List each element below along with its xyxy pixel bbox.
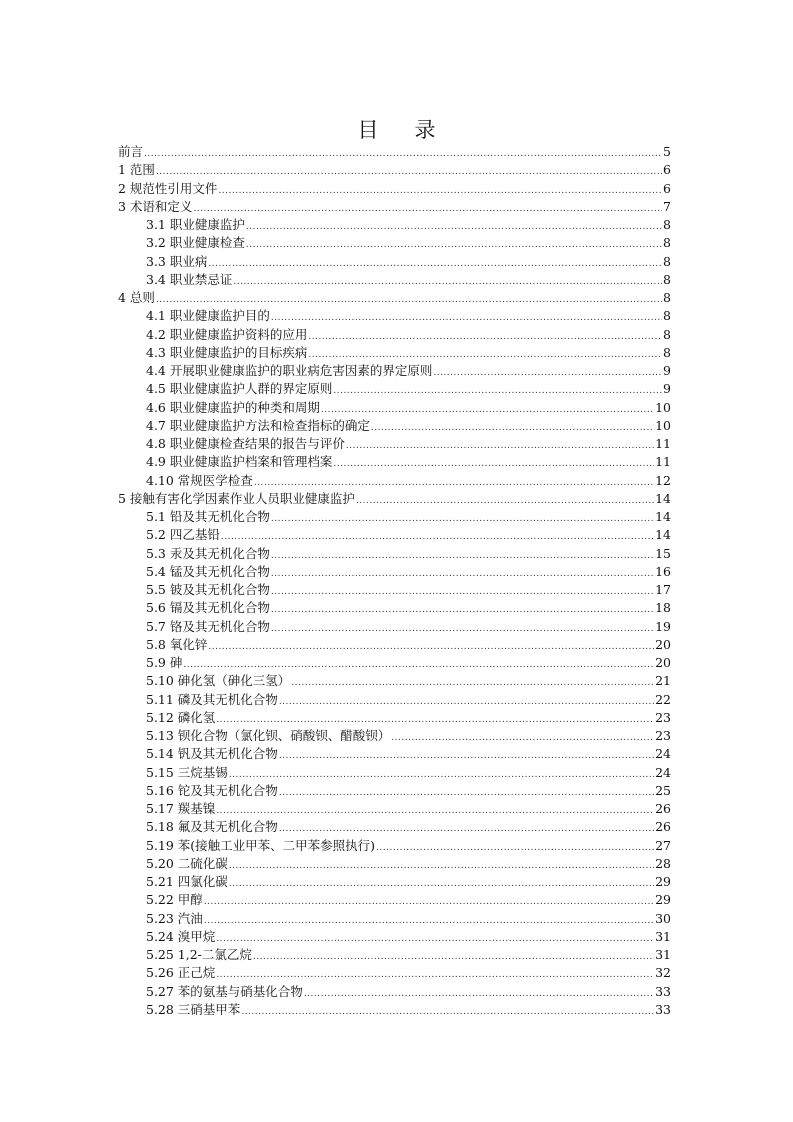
- toc-entry-page-number: 8: [663, 326, 671, 342]
- toc-entry-page-number: 17: [655, 582, 671, 597]
- toc-dot-leader: [271, 309, 662, 327]
- toc-entry-label: 4 总则: [118, 290, 155, 305]
- toc-entry-page-number: 11: [655, 454, 671, 470]
- toc-entry-label: 5.15 三烷基锡: [146, 764, 228, 780]
- toc-entry[interactable]: [118, 654, 671, 672]
- toc-entry-label: 5.20 二硫化碳: [146, 855, 228, 871]
- toc-entry-label: 5.5 铍及其无机化合物: [146, 582, 270, 597]
- toc-entry-label: 4.8 职业健康检查结果的报告与评价: [146, 436, 345, 451]
- toc-entry[interactable]: [118, 946, 671, 964]
- toc-entry[interactable]: [118, 545, 671, 563]
- toc-entry-label: 4.4 开展职业健康监护的职业病危害因素的界定原则: [146, 363, 433, 378]
- toc-entry-label: 4.5 职业健康监护人群的界定原则: [146, 381, 333, 397]
- toc-dot-leader: [271, 620, 654, 638]
- toc-entry-label: 3.4 职业禁忌证: [146, 271, 233, 287]
- toc-dot-leader: [144, 145, 662, 163]
- toc-entry-label: 4.2 职业健康监护资料的应用: [146, 326, 308, 342]
- toc-entry-label: 5.4 锰及其无机化合物: [146, 563, 270, 579]
- toc-entry-label: 3.2 职业健康检查: [146, 235, 245, 251]
- toc-entry-page-number: 30: [655, 910, 671, 926]
- toc-entry-page-number: 26: [655, 819, 671, 835]
- toc-dot-leader: [346, 437, 654, 455]
- toc-list: [118, 143, 671, 1019]
- toc-entry-label: 5.23 汽油: [146, 910, 203, 926]
- toc-dot-leader: [279, 693, 654, 711]
- toc-entry-label: 5.22 甲醇: [146, 892, 203, 908]
- toc-entry-label: 5 接触有害化学因素作业人员职业健康监护: [118, 490, 355, 506]
- toc-entry[interactable]: [118, 764, 671, 782]
- toc-entry-page-number: 8: [663, 344, 671, 360]
- toc-entry-page-number: 23: [655, 709, 671, 725]
- toc-dot-leader: [204, 912, 654, 930]
- toc-entry[interactable]: [118, 453, 671, 471]
- toc-entry-label: 5.27 苯的氨基与硝基化合物: [146, 983, 303, 999]
- toc-entry[interactable]: [118, 928, 671, 946]
- toc-entry-label: 5.7 铬及其无机化合物: [146, 618, 270, 634]
- toc-entry-page-number: 14: [655, 509, 671, 524]
- toc-dot-leader: [156, 163, 662, 181]
- toc-entry[interactable]: [118, 508, 671, 526]
- toc-entry-page-number: 31: [655, 928, 671, 944]
- toc-entry-label: 4.7 职业健康监护方法和检查指标的确定: [146, 417, 370, 433]
- toc-entry-label: 1 范围: [118, 162, 155, 178]
- toc-entry-page-number: 6: [663, 180, 671, 196]
- toc-entry[interactable]: [118, 581, 671, 599]
- toc-dot-leader: [229, 766, 654, 784]
- toc-entry[interactable]: [118, 216, 671, 234]
- toc-entry-page-number: 8: [663, 235, 671, 251]
- toc-entry-label: 5.2 四乙基铅: [146, 527, 220, 543]
- toc-dot-leader: [356, 492, 654, 510]
- toc-entry-page-number: 22: [655, 691, 671, 707]
- toc-entry-label: 5.28 三硝基甲苯: [146, 1001, 241, 1017]
- toc-entry-page-number: 6: [663, 162, 671, 178]
- toc-entry[interactable]: [118, 380, 671, 398]
- toc-entry[interactable]: [118, 636, 671, 654]
- toc-title-char: 目: [357, 118, 379, 142]
- toc-dot-leader: [204, 893, 654, 911]
- toc-entry-page-number: 14: [655, 490, 671, 506]
- toc-entry-label: 5.21 四氯化碳: [146, 874, 228, 889]
- toc-entry-page-number: 27: [655, 837, 671, 853]
- toc-entry-label: 5.10 砷化氢（砷化三氢）: [146, 673, 291, 689]
- toc-entry-page-number: 32: [655, 965, 671, 981]
- toc-dot-leader: [371, 419, 654, 437]
- toc-entry-label: 5.19 苯(接触工业甲苯、二甲苯参照执行): [146, 837, 376, 853]
- toc-dot-leader: [321, 401, 654, 419]
- toc-dot-leader: [233, 273, 662, 291]
- toc-entry-page-number: 5: [663, 144, 671, 159]
- toc-entry-page-number: 25: [655, 782, 671, 798]
- toc-entry-page-number: 15: [655, 545, 671, 561]
- toc-entry[interactable]: [118, 143, 671, 161]
- toc-entry-page-number: 28: [655, 855, 671, 871]
- toc-entry[interactable]: [118, 289, 671, 307]
- toc-dot-leader: [279, 784, 654, 802]
- toc-entry[interactable]: [118, 891, 671, 909]
- toc-entry-page-number: 8: [663, 290, 671, 305]
- toc-dot-leader: [376, 839, 654, 857]
- toc-entry[interactable]: [118, 399, 671, 417]
- toc-entry-label: 4.10 常规医学检查: [146, 472, 253, 488]
- toc-dot-leader: [271, 565, 654, 583]
- toc-entry-page-number: 8: [663, 271, 671, 287]
- toc-entry[interactable]: [118, 983, 671, 1001]
- toc-entry[interactable]: [118, 782, 671, 800]
- toc-entry-page-number: 12: [655, 472, 671, 488]
- toc-dot-leader: [229, 857, 654, 875]
- toc-entry-label: 5.13 钡化合物（氯化钡、硝酸钡、醋酸钡）: [146, 728, 391, 743]
- toc-entry-page-number: 8: [663, 308, 671, 324]
- toc-entry-label: 4.9 职业健康监护档案和管理档案: [146, 454, 333, 470]
- toc-entry[interactable]: [118, 855, 671, 873]
- toc-dot-leader: [193, 200, 662, 218]
- toc-entry-label: 4.3 职业健康监护的目标疾病: [146, 344, 308, 360]
- toc-dot-leader: [246, 218, 662, 236]
- toc-entry[interactable]: [118, 180, 671, 198]
- toc-entry-label: 5.17 羰基镍: [146, 801, 216, 816]
- toc-dot-leader: [253, 948, 654, 966]
- toc-entry[interactable]: [118, 198, 671, 216]
- toc-entry[interactable]: [118, 837, 671, 855]
- toc-dot-leader: [308, 328, 662, 346]
- toc-entry-page-number: 14: [655, 527, 671, 543]
- toc-entry-label: 5.16 铊及其无机化合物: [146, 782, 278, 798]
- toc-entry[interactable]: [118, 745, 671, 763]
- toc-entry[interactable]: [118, 253, 671, 271]
- toc-entry[interactable]: [118, 234, 671, 252]
- toc-dot-leader: [216, 930, 654, 948]
- toc-entry-page-number: 11: [655, 436, 671, 451]
- toc-dot-leader: [218, 182, 662, 200]
- toc-entry-label: 5.26 正己烷: [146, 965, 216, 981]
- toc-entry-label: 3.3 职业病: [146, 253, 208, 269]
- toc-entry[interactable]: [118, 618, 671, 636]
- toc-dot-leader: [208, 255, 662, 273]
- toc-dot-leader: [271, 510, 654, 528]
- toc-entry[interactable]: [118, 563, 671, 581]
- toc-entry-page-number: 21: [655, 673, 671, 689]
- toc-dot-leader: [304, 985, 654, 1003]
- toc-entry[interactable]: [118, 326, 671, 344]
- toc-entry-label: 5.9 砷: [146, 655, 183, 670]
- toc-entry-label: 5.3 汞及其无机化合物: [146, 545, 270, 561]
- toc-entry[interactable]: [118, 344, 671, 362]
- toc-dot-leader: [246, 236, 662, 254]
- toc-entry-page-number: 29: [655, 874, 671, 889]
- toc-entry[interactable]: [118, 709, 671, 727]
- toc-entry-page-number: 19: [655, 618, 671, 634]
- toc-dot-leader: [208, 638, 654, 656]
- toc-entry[interactable]: [118, 435, 671, 453]
- toc-entry-page-number: 10: [655, 399, 671, 415]
- toc-dot-leader: [433, 364, 662, 382]
- toc-entry[interactable]: [118, 490, 671, 508]
- toc-title: [0, 116, 793, 144]
- toc-entry[interactable]: [118, 307, 671, 325]
- toc-dot-leader: [271, 547, 654, 565]
- toc-entry-label: 5.11 磷及其无机化合物: [146, 691, 278, 707]
- toc-entry[interactable]: [118, 691, 671, 709]
- toc-entry-page-number: 8: [663, 217, 671, 232]
- toc-entry[interactable]: [118, 362, 671, 380]
- toc-title-char: 录: [414, 118, 436, 142]
- toc-entry-label: 2 规范性引用文件: [118, 180, 218, 196]
- toc-entry[interactable]: [118, 161, 671, 179]
- toc-entry[interactable]: [118, 526, 671, 544]
- toc-entry-page-number: 33: [655, 983, 671, 999]
- toc-entry-page-number: 9: [663, 363, 671, 378]
- toc-entry-page-number: 24: [655, 746, 671, 762]
- toc-entry-page-number: 16: [655, 563, 671, 579]
- toc-entry-label: 5.18 氟及其无机化合物: [146, 819, 278, 835]
- toc-dot-leader: [279, 747, 654, 765]
- toc-entry[interactable]: [118, 800, 671, 818]
- toc-entry-label: 5.1 铅及其无机化合物: [146, 509, 270, 524]
- toc-entry-label: 5.12 磷化氢: [146, 709, 216, 725]
- toc-entry-page-number: 18: [655, 600, 671, 616]
- toc-entry[interactable]: [118, 873, 671, 891]
- toc-dot-leader: [216, 802, 654, 820]
- toc-entry-label: 3.1 职业健康监护: [146, 217, 245, 232]
- toc-entry-label: 4.1 职业健康监护目的: [146, 308, 270, 324]
- toc-entry[interactable]: [118, 910, 671, 928]
- toc-dot-leader: [291, 674, 654, 692]
- toc-entry-page-number: 10: [655, 417, 671, 433]
- toc-entry-label: 5.8 氧化锌: [146, 636, 208, 652]
- toc-dot-leader: [271, 601, 654, 619]
- toc-entry[interactable]: [118, 818, 671, 836]
- toc-dot-leader: [333, 382, 662, 400]
- toc-dot-leader: [333, 455, 654, 473]
- toc-entry-page-number: 33: [655, 1001, 671, 1017]
- toc-entry[interactable]: [118, 964, 671, 982]
- toc-entry-label: 4.6 职业健康监护的种类和周期: [146, 399, 320, 415]
- toc-dot-leader: [229, 875, 654, 893]
- toc-entry-label: 5.14 钒及其无机化合物: [146, 746, 278, 762]
- toc-dot-leader: [391, 729, 654, 747]
- toc-dot-leader: [241, 1003, 654, 1021]
- toc-entry[interactable]: [118, 672, 671, 690]
- toc-entry-label: 5.25 1,2-二氯乙烷: [146, 947, 252, 962]
- toc-entry-label: 前言: [118, 144, 144, 159]
- toc-dot-leader: [271, 583, 654, 601]
- toc-entry[interactable]: [118, 417, 671, 435]
- toc-entry-page-number: 8: [663, 253, 671, 269]
- toc-entry-page-number: 23: [655, 728, 671, 743]
- toc-entry[interactable]: [118, 271, 671, 289]
- toc-entry[interactable]: [118, 599, 671, 617]
- toc-entry-page-number: 20: [655, 636, 671, 652]
- toc-entry[interactable]: [118, 1001, 671, 1019]
- toc-entry[interactable]: [118, 472, 671, 490]
- toc-entry-page-number: 20: [655, 655, 671, 670]
- toc-entry-page-number: 29: [655, 892, 671, 908]
- toc-entry-page-number: 31: [655, 947, 671, 962]
- toc-entry-page-number: 9: [663, 381, 671, 397]
- toc-entry-page-number: 24: [655, 764, 671, 780]
- toc-entry-label: 5.6 镉及其无机化合物: [146, 600, 270, 616]
- toc-entry-label: 3 术语和定义: [118, 198, 193, 214]
- toc-entry-label: 5.24 溴甲烷: [146, 928, 216, 944]
- toc-entry[interactable]: [118, 727, 671, 745]
- toc-entry-page-number: 26: [655, 801, 671, 816]
- toc-dot-leader: [221, 528, 654, 546]
- toc-entry-page-number: 7: [663, 198, 671, 214]
